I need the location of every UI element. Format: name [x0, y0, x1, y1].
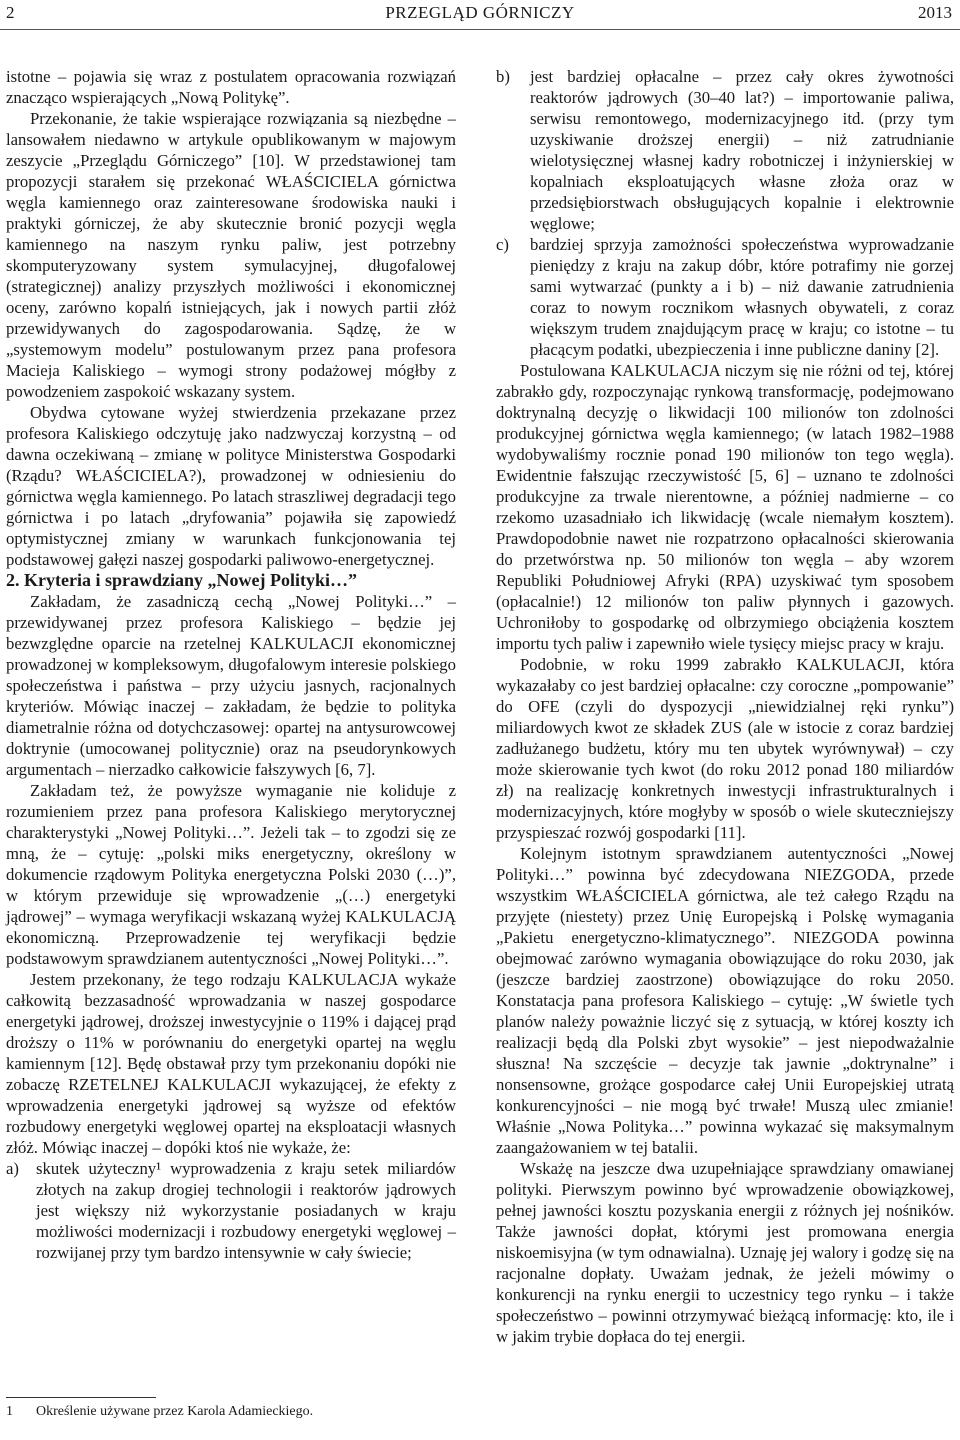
list-marker: c)	[496, 235, 509, 254]
page-number: 2	[6, 3, 15, 22]
left-column	[6, 66, 456, 1263]
issue-year: 2013	[918, 3, 952, 22]
list-item-c	[496, 234, 954, 360]
section-heading: 2. Kryteria i sprawdziany „Nowej Polityki…”	[6, 570, 357, 590]
paragraph: Zakładam, że zasadniczą cechą „Nowej Polityki…” – przewidywanej przez profesora Kaliskiego – będzie jej bezwzględne oparcie na rzetelnej KALKULACJI ekonomicznej prowadzonej w kompleksowym, długofalowym interesie polskiego społeczeństwa i państwa – przy użyciu jasnych, racjonalnych kryteriów. Mówiąc inaczej – zakładam, że będzie to polityka diametralnie różna od dotychczasowej: opartej na antysurowcowej doktrynie (umocowanej politycznie) oraz na pseudorynkowych argumentach – nierzadko całkowicie fałszywych [6, 7].	[6, 592, 456, 779]
paragraph: Jestem przekonany, że tego rodzaju KALKULACJA wykaże całkowitą bezzasadność wprowadzania w naszej gospodarce energetyki jądrowej, droższej inwestycyjnie o 119% i dającej prąd droższy o 11% w porównaniu do energetyki opartej na węglu kamiennym [12]. Będę obstawał przy tym przekonaniu dopóki nie zobaczę RZETELNEJ KALKULACJI wykazującej, że efekty z wprowadzenia energetyki jądrowej są wyższe od efektów rozbudowy energetyki węglowej opartej na eksploatacji własnych złóż. Mówiąc inaczej – dopóki ktoś nie wykaże, że:	[6, 970, 456, 1157]
list-marker: a)	[6, 1159, 19, 1178]
footnote-text: Określenie używane przez Karola Adamieckiego.	[36, 1404, 314, 1419]
paragraph: istotne – pojawia się wraz z postulatem opracowania rozwiązań znacząco wspierających „Nową Politykę”.	[6, 67, 456, 107]
paragraph: Przekonanie, że takie wspierające rozwiązania są niezbędne – lansowałem niedawno w artykule opublikowanym w majowym zeszycie „Przeglądu Górniczego” [10]. W przedstawionej tam propozycji starałem się przekonać WŁAŚCICIELA górnictwa węgla kamiennego oraz zainteresowane środowiska nauki i praktyki górniczej, że aby skutecznie bronić pozycji węgla kamiennego na naszym rynku paliw, jest potrzebny skomputeryzowany system symulacyjnej, długofalowej (strategicznej) analizy przyszłych możliwości i ekonomicznej oceny, zarówno kopalń istniejących, jak i nowych partii złóż przewidywanych do zagospodarowania. Sądzę, że w „systemowym modelu” postulowanym przez pana profesora Macieja Kaliskiego – wymogi strony podażowej mógłby z powodzeniem zaspokoić wskazany system.	[6, 109, 456, 401]
paragraph: Kolejnym istotnym sprawdzianem autentyczności „Nowej Polityki…” powinna być zdecydowana NIEZGODA, przede wszystkim WŁAŚCICIELA górnictwa, ale też całego Rządu na przyjęte (niestety) przez Unię Europejską i Polskę wymagania „Pakietu energetyczno-klimatycznego”. NIEZGODA powinna obejmować zarówno wymagania obowiązujące do roku 2030, jak (jeszcze bardziej zaostrzone) obowiązujące do roku 2050. Konstatacja pana profesora Kaliskiego – cytuję: „W świetle tych planów należy poważnie liczyć się z sytuacją, w której koszty ich realizacji będą dla Polski zbyt wysokie” – jest niepodważalnie słuszna! Na szczęście – decyzje tak jawnie „doktrynalne” i nonsensowne, grożące gospodarce całej Unii Europejskiej utratą konkurencyjności – nie mogą być trwałe! Muszą ulec zmianie! Właśnie „Nowa Polityka…” powinna wykazać się maksymalnym zaangażowaniem w tej batalii.	[496, 844, 954, 1157]
right-column	[496, 66, 954, 1347]
running-header	[0, 0, 960, 30]
paragraph: Wskażę na jeszcze dwa uzupełniające sprawdziany omawianej polityki. Pierwszym powinno być wprowadzenie obowiązkowej, pełnej jawności kosztu pozyskania energii z różnych jej nośników. Także jawności dopłat, którymi jest promowana energia niskoemisyjna (w tym odnawialna). Uznaję jej walory i godzę się na racjonalne dopłaty. Uważam jednak, że jeżeli mówimy o konkurencji na rynku energii to uczestnicy tego rynku – i także społeczeństwo – powinni otrzymywać bieżącą informację: kto, ile i w jakim trybie dopłaca do tej energii.	[496, 1159, 954, 1346]
list-item-text: jest bardziej opłacalne – przez cały okres żywotności reaktorów jądrowych (30–40 lat?) – importowanie paliwa, serwisu remontowego, modernizacyjnego itd. (przy tym uzyskiwanie droższej energii) – niż zatrudnianie wielotysięcznej własnej kadry robotniczej i inżynierskiej w kopalniach eksploatujących własne złoża oraz w przedsiębiorstwach obsługujących kopalnie i elektrownie węglowe;	[530, 67, 954, 233]
paragraph: Obydwa cytowane wyżej stwierdzenia przekazane przez profesora Kaliskiego odczytuję jako nadzwyczaj korzystną – od dawna oczekiwaną – zmianę w polityce Ministerstwa Gospodarki (Rządu? WŁAŚCICIELA?), prowadzonej w odniesieniu do górnictwa węgla kamiennego. Po latach straszliwej degradacji tego górnictwa i po latach „dryfowania” pojawiła się zapowiedź optymistycznej zmiany w warunkach funkcjonowania tej podstawowej gałęzi naszej gospodarki paliwowo-energetycznej.	[6, 403, 456, 569]
list-item-a	[6, 1158, 456, 1263]
footnote-separator	[6, 1397, 156, 1398]
list-item-b	[496, 66, 954, 234]
list-item-text: bardziej sprzyja zamożności społeczeństwa wyprowadzanie pieniędzy z kraju na zakup dóbr, które potrafimy nie gorzej sami wytwarzać (punkty a i b) – niż dawanie zatrudnienia coraz to nowym rocznikom własnych obywateli, z coraz większym trudem znajdującym pracę w kraju; co istotne – tu płacącym podatki, ubezpieczenia i inne publiczne daniny [2].	[530, 235, 954, 359]
list-item-text: skutek użyteczny¹ wyprowadzenia z kraju setek miliardów złotych na zakup drogiej technologii i reaktorów jądrowych jest większy niż wykorzystanie posiadanych w kraju możliwości modernizacji i rozbudowy energetyki węglowej – rozwijanej przy tym bardzo intensywnie w cały świecie;	[36, 1159, 456, 1262]
footnote	[6, 1403, 456, 1421]
paragraph: Zakładam też, że powyższe wymaganie nie koliduje z rozumieniem przez pana profesora Kaliskiego merytorycznej charakterystyki „Nowej Polityki…”. Jeżeli tak – to zgodzi się ze mną, że – cytuję: „polski miks energetyczny, określony w dokumencie rządowym Polityka energetyczna Polski 2030 (…)”, w którym przewiduje się wprowadzenie „(…) energetyki jądrowej” – wymaga weryfikacji wskazaną wyżej KALKULACJĄ ekonomiczną. Przeprowadzenie tej weryfikacji będzie podstawowym sprawdzianem autentyczności „Nowej Polityki…”.	[6, 781, 456, 968]
footnote-number: 1	[6, 1404, 13, 1419]
paragraph: Postulowana KALKULACJA niczym się nie różni od tej, której zabrakło gdy, rozpoczynając rynkową transformację, podejmowano doktrynalną decyzję o likwidacji 100 milionów ton zdolności produkcyjnej górnictwa węgla kamiennego; (w latach 1982–1988 wydobywaliśmy rocznie ponad 190 milionów ton tego węgla). Ewidentnie fałszując rzeczywistość [5, 6] – uznano te zdolności produkcyjne za trwale nierentowne, a później nadmierne – co rzekomo uzasadniało ich likwidację (wcale niemałym kosztem). Prawdopodobnie nawet nie rozpatrzono opłacalności skierowania do przetwórstwa np. 50 milionów ton węgla – aby wzorem Republiki Południowej Afryki (RPA) uzyskiwać tym sposobem (opłacalnie!) 12 milionów ton paliw płynnych i gazowych. Uchroniłoby to gospodarkę od olbrzymiego obciążenia kosztem importu tych paliw i zapewniło wiele tysięcy miejsc pracy w kraju.	[496, 361, 954, 653]
journal-title: PRZEGLĄD GÓRNICZY	[385, 3, 575, 22]
paragraph: Podobnie, w roku 1999 zabrakło KALKULACJI, która wykazałaby co jest bardziej opłacalne: czy coroczne „pompowanie” do OFE (czyli do dyspozycji „niewidzialnej ręki rynku”) miliardowych kwot ze składek ZUS (ale w istocie z coraz bardziej zadłużanego budżetu, który mu ten ubytek wyrównywał) – czy może skierowanie tych kwot (do roku 2012 ponad 180 miliardów zł) na realizację konkretnych inwestycji infrastrukturalnych i modernizacyjnych, które mogłyby w sposób o wiele skuteczniejszy przyspieszać rozwój gospodarki [11].	[496, 655, 954, 842]
list-marker: b)	[496, 67, 510, 86]
